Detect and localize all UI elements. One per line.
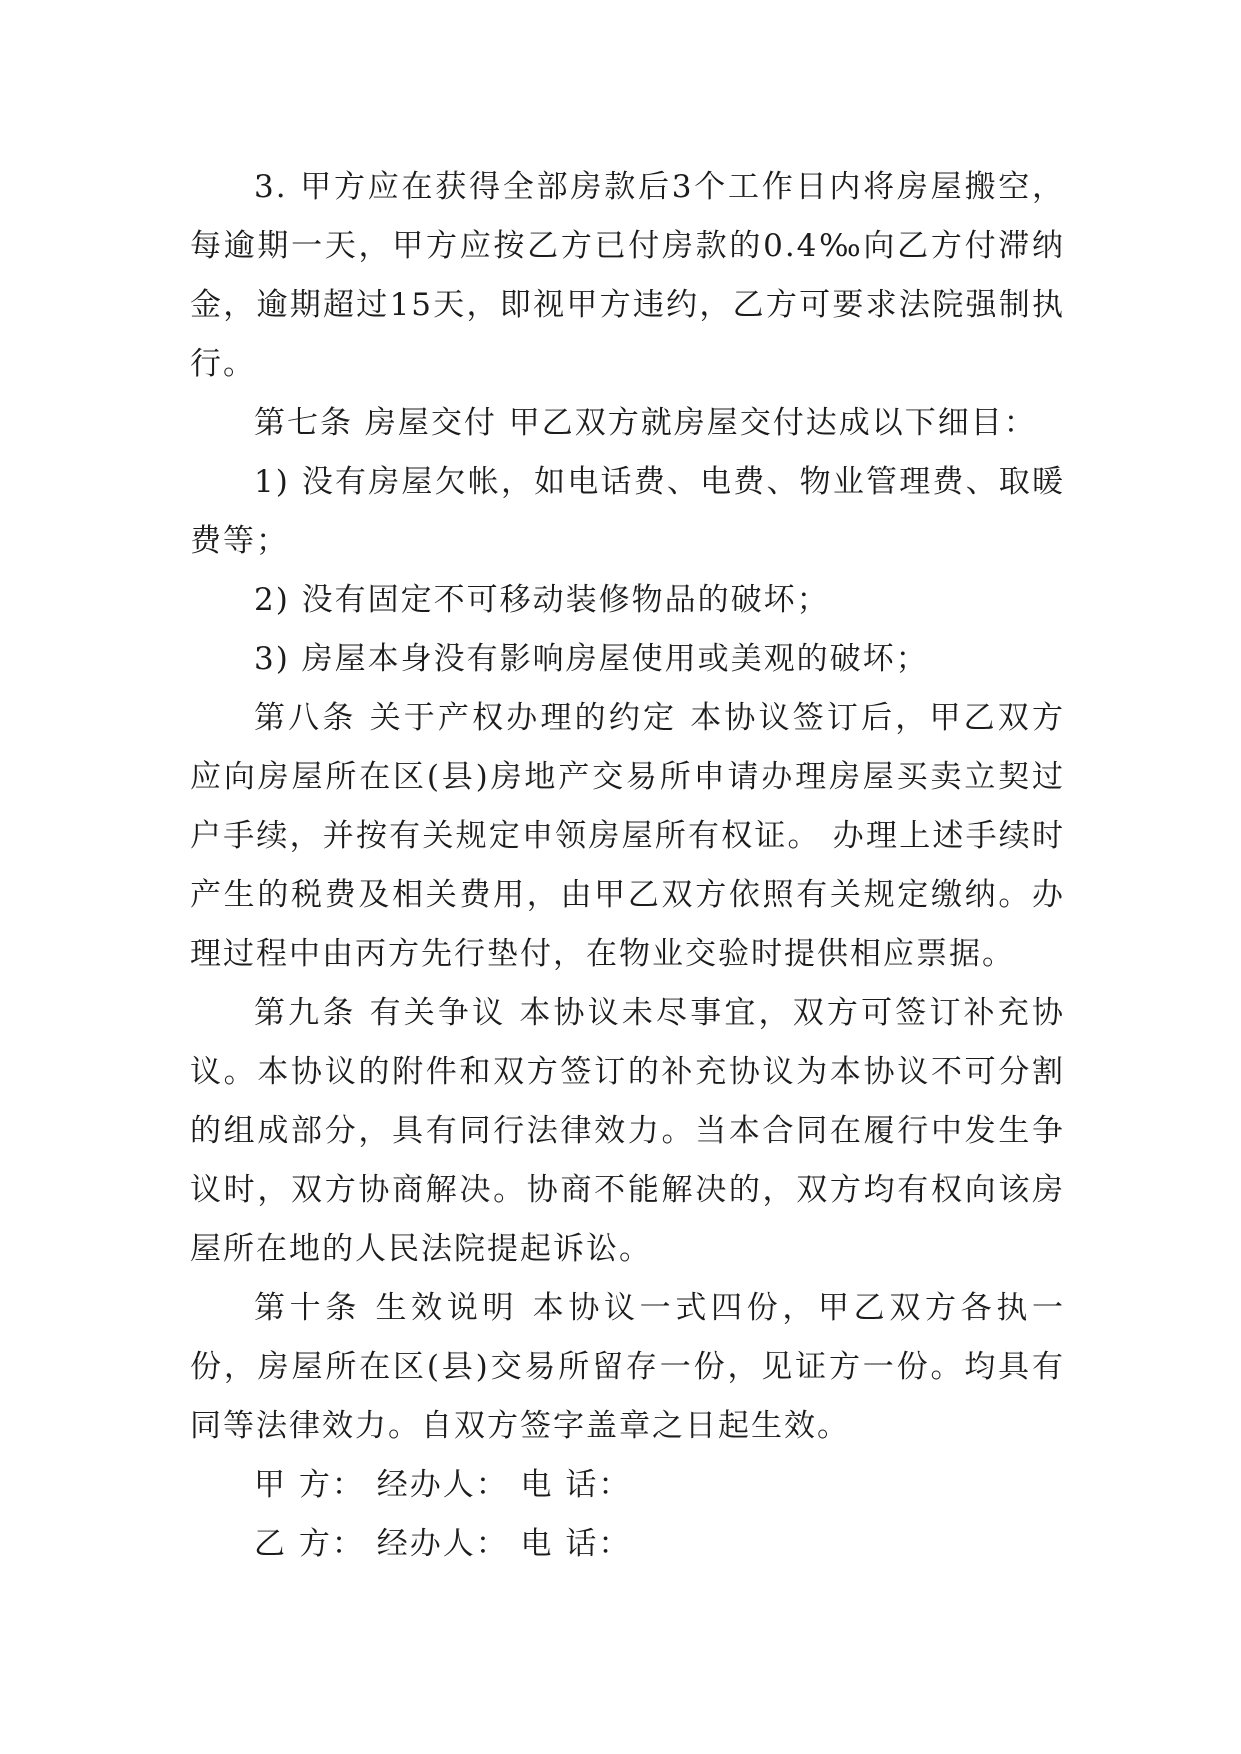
clause-7-item-2: 2) 没有固定不可移动装修物品的破坏； xyxy=(254,582,830,618)
document-body xyxy=(190,158,1065,1574)
clause-7-item-1: 1) 没有房屋欠帐，如电话费、电费、物业管理费、取暖费等； xyxy=(190,464,1065,559)
clause-9: 第九条 有关争议 本协议未尽事宜，双方可签订补充协议。本协议的附件和双方签订的补充协议为本协议不可分割的组成部分，具有同行法律效力。当本合同在履行中发生争议时，双方协商解决。协商不能解决的，双方均有权向该房屋所在地的人民法院提起诉讼。 xyxy=(190,995,1065,1267)
clause-10: 第十条 生效说明 本协议一式四份，甲乙双方各执一份，房屋所在区(县)交易所留存一份，见证方一份。均具有同等法律效力。自双方签字盖章之日起生效。 xyxy=(190,1290,1065,1444)
clause-8: 第八条 关于产权办理的约定 本协议签订后，甲乙双方应向房屋所在区(县)房地产交易所申请办理房屋买卖立契过户手续，并按有关规定申领房屋所有权证。 办理上述手续时产生的税费及相关费用，由甲乙双方依照有关规定缴纳。办理过程中由丙方先行垫付，在物业交验时提供相应票据。 xyxy=(190,700,1065,972)
clause-6-item-3: 3. 甲方应在获得全部房款后3个工作日内将房屋搬空，每逾期一天，甲方应按乙方已付房款的0.4‰向乙方付滞纳金，逾期超过15天，即视甲方违约，乙方可要求法院强制执行。 xyxy=(190,169,1065,382)
signature-party-b: 乙 方： 经办人： 电 话： xyxy=(254,1526,632,1562)
clause-7-item-3: 3) 房屋本身没有影响房屋使用或美观的破坏； xyxy=(254,641,929,677)
clause-7-heading: 第七条 房屋交付 甲乙双方就房屋交付达成以下细目： xyxy=(254,405,1037,441)
signature-party-a: 甲 方： 经办人： 电 话： xyxy=(254,1467,632,1503)
